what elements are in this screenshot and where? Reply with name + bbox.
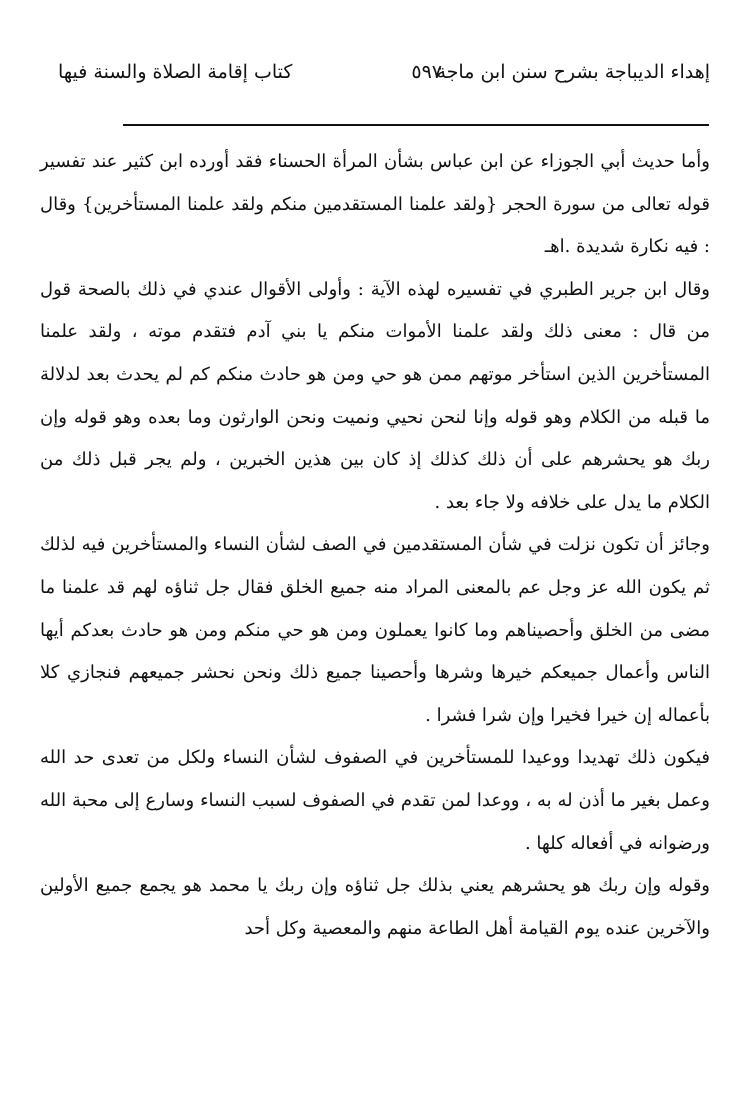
chapter-title: كتاب إقامة الصلاة والسنة فيها xyxy=(58,61,293,83)
paragraph: وجائز أن تكون نزلت في شأن المستقدمين في الصف لشأن النساء والمستأخرين فيه لذلك ثم يكون الله عز وجل عم بالمعنى المراد منه جميع الخلق فقال جل ثناؤه لهم قد علمنا ما مضى من الخلق وأحصيناهم وما كانوا يعملون ومن هو حي منكم ومن هو حادث بعدكم أيها الناس وأعمال جميعكم خيرها وشرها وأحصينا جميع ذلك ونحن نحشر جميعهم فنجازي كلا بأعماله إن خيرا فخيرا وإن شرا فشرا . xyxy=(40,534,711,726)
paragraph: فيكون ذلك تهديدا ووعيدا للمستأخرين في الصفوف لشأن النساء ولكل من تعدى حد الله وعمل بغير ما أذن له به ، ووعدا لمن تقدم في الصفوف لسبب النساء وسارع إلى محبة الله ورضوانه في أفعاله كلها . xyxy=(40,747,710,854)
book-title: إهداء الديباجة بشرح سنن ابن ماجة xyxy=(436,61,710,83)
running-header xyxy=(58,52,710,92)
paragraph: وأما حديث أبي الجوزاء عن ابن عباس بشأن المرأة الحسناء فقد أورده ابن كثير عند تفسير قوله تعالى من سورة الحجر {ولقد علمنا المستقدمين منكم ولقد علمنا المستأخرين} وقال : فيه نكارة شديدة .اهـ xyxy=(40,151,710,258)
paragraph: وقوله وإن ربك هو يحشرهم يعني بذلك جل ثناؤه وإن ربك يا محمد هو يجمع جميع الأولين والآخرين عنده يوم القيامة أهل الطاعة منهم والمعصية وكل أحد xyxy=(40,875,710,939)
paragraph: وقال ابن جرير الطبري في تفسيره لهذه الآية : وأولى الأقوال عندي في ذلك بالصحة قول من قال : معنى ذلك ولقد علمنا الأموات منكم يا بني آدم فتقدم موته ، ولقد علمنا المستأخرين الذين استأخر موتهم ممن هو حي ومن هو حادث منكم كم لم يحدث بعد لدلالة ما قبله من الكلام وهو قوله وإنا لنحن نحيي ونميت ونحن الوارثون وما بعده وهو قوله وإن ربك هو يحشرهم على أن ذلك كذلك إذ كان بين هذين الخبرين ، ولم يجر قبل ذلك من الكلام ما يدل على خلافه ولا جاء بعد . xyxy=(40,278,710,513)
page-number: ٥٩٧ xyxy=(411,61,442,83)
page-body xyxy=(40,141,710,950)
header-divider xyxy=(123,124,709,126)
